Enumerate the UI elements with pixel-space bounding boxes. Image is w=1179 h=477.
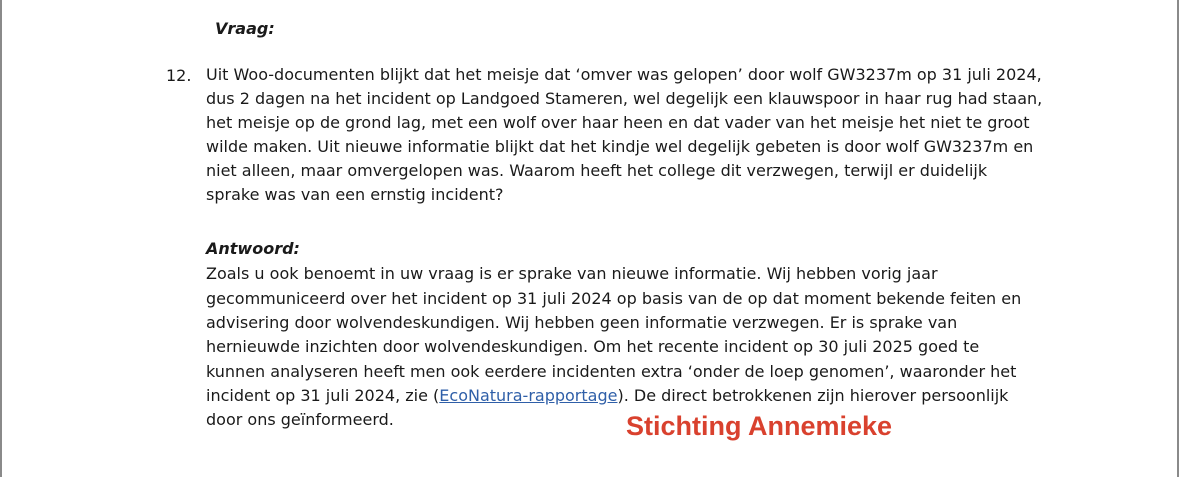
answer-text-after-link: ). De direct betrokkenen zijn hierover persoonlijk — [617, 386, 1009, 405]
question-line: dus 2 dagen na het incident op Landgoed Stameren, wel degelijk een klauwspoor in haar rug had staan, — [206, 89, 1043, 108]
page-border-left — [0, 0, 2, 477]
answer-line: kunnen analyseren heeft men ook eerdere incidenten extra ‘onder de loep genomen’, waaronder het — [206, 362, 1017, 381]
answer-line: gecommuniceerd over het incident op 31 juli 2024 op basis van de op dat moment bekende feiten en — [206, 289, 1022, 308]
answer-label: Antwoord: — [206, 239, 300, 258]
question-line: wilde maken. Uit nieuwe informatie blijkt dat het kindje wel degelijk gebeten is door wolf GW3237m en — [206, 137, 1034, 156]
answer-line: Zoals u ook benoemt in uw vraag is er sprake van nieuwe informatie. Wij hebben vorig jaar — [206, 264, 938, 283]
question-line: Uit Woo-documenten blijkt dat het meisje dat ‘omver was gelopen’ door wolf GW3237m op 31 juli 2024, — [206, 65, 1042, 84]
econatura-report-link[interactable]: EcoNatura-rapportage — [439, 386, 618, 405]
question-line: het meisje op de grond lag, met een wolf over haar heen en dat vader van het meisje het niet te groot — [206, 113, 1030, 132]
question-label: Vraag: — [215, 19, 275, 38]
question-number: 12. — [166, 66, 192, 85]
answer-line: hernieuwde inzichten door wolvendeskundigen. Om het recente incident op 30 juli 2025 goed te — [206, 337, 980, 356]
answer-line-with-link — [206, 384, 1008, 408]
answer-line: advisering door wolvendeskundigen. Wij hebben geen informatie verzwegen. Er is sprake van — [206, 313, 958, 332]
answer-line: door ons geïnformeerd. — [206, 410, 394, 429]
watermark-stichting-annemieke: Stichting Annemieke — [626, 411, 893, 441]
question-line: sprake was van een ernstig incident? — [206, 185, 504, 204]
question-line: niet alleen, maar omvergelopen was. Waarom heeft het college dit verzwegen, terwijl er duidelijk — [206, 161, 988, 180]
answer-text-before-link: incident op 31 juli 2024, zie ( — [206, 386, 440, 405]
